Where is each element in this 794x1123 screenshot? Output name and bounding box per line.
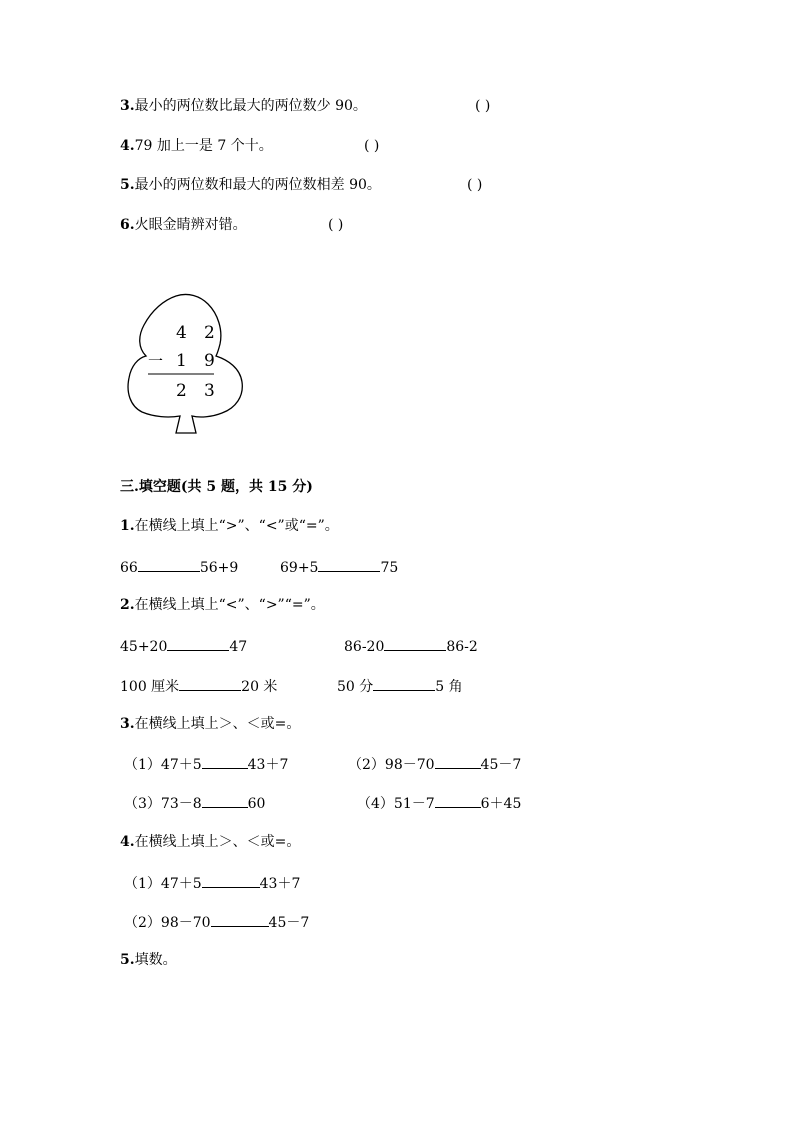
question-number: 5. [120,952,135,968]
expr-left: （2）98－70 [124,915,211,931]
question-text: 79 加上一是 7 个十。 [134,138,273,154]
answer-blank[interactable] [435,754,481,769]
difference-ones: 3 [204,381,215,401]
expr-right: 86-2 [446,639,478,655]
fill-q4-a [124,873,300,893]
expr-right: 47 [229,639,248,655]
fill-q3-c [124,793,265,813]
expr-right: 5 角 [435,679,463,695]
answer-blank[interactable] [179,676,241,691]
question-number: 5. [120,177,135,193]
section-title: 三.填空题(共 5 题，共 15 分) [120,479,313,495]
question-number: 4. [120,138,135,154]
tree-subtraction-figure [124,292,248,437]
answer-parentheses: ( ) [364,138,380,154]
question-number: 6. [120,217,135,233]
question-text: 在横线上填上“>”、“<”或“=”。 [134,518,339,534]
judge-q6 [120,216,247,234]
expr-left: 100 厘米 [120,679,180,695]
expr-left: （4）51－7 [357,796,435,812]
expr-right: 75 [380,560,399,576]
judge-q5 [120,176,381,194]
question-number: 4. [120,834,135,850]
minus-sign: 一 [148,352,164,370]
expr-right: 6＋45 [480,796,522,812]
fill-q3-b [348,754,521,774]
subtrahend-tens: 1 [176,351,187,371]
expr-left: 86-20 [344,639,385,655]
expr-right: 43＋7 [247,757,289,773]
fill-q3-d [357,793,521,813]
fill-q4 [120,833,300,851]
judge-q4 [120,137,273,155]
fill-q2-c [120,676,277,696]
expr-left: 45+20 [120,639,168,655]
expr-left: （2）98－70 [348,757,435,773]
fill-q1-a [120,557,238,577]
answer-blank[interactable] [202,873,260,888]
answer-blank[interactable] [138,557,200,572]
expr-left: 66 [120,560,138,576]
answer-blank[interactable] [211,912,269,927]
answer-parentheses: ( ) [328,217,344,233]
question-text: 在横线上填上“<”、“>”“=”。 [134,597,325,613]
fill-q1 [120,517,339,535]
expr-left: 69+5 [280,560,319,576]
question-text: 在横线上填上＞、＜或=。 [134,716,301,732]
question-text: 最小的两位数比最大的两位数少 90。 [134,98,367,114]
question-number: 3. [120,98,135,114]
expr-left: （1）47＋5 [124,757,202,773]
fill-q1-b [280,557,398,577]
minuend-ones: 2 [204,323,215,343]
question-number: 1. [120,518,135,534]
answer-blank[interactable] [373,676,435,691]
fill-q3-a [124,754,288,774]
expr-right: 20 米 [241,679,278,695]
answer-parentheses: ( ) [467,177,483,193]
answer-blank[interactable] [384,636,446,651]
fill-q2 [120,596,325,614]
fill-q2-d [337,676,463,696]
expr-right: 60 [247,796,266,812]
judge-q3 [120,97,367,115]
fill-q5 [120,951,177,969]
minuend-tens: 4 [176,323,187,343]
question-number: 2. [120,597,135,613]
answer-blank[interactable] [167,636,229,651]
answer-blank[interactable] [202,754,248,769]
expr-right: 56+9 [199,560,239,576]
answer-parentheses: ( ) [475,98,491,114]
expr-left: （3）73－8 [124,796,202,812]
expr-left: 50 分 [337,679,374,695]
question-text: 在横线上填上＞、＜或=。 [134,834,301,850]
fill-q3 [120,715,300,733]
expr-right: 45－7 [268,915,310,931]
question-number: 3. [120,716,135,732]
question-text: 填数。 [134,952,177,968]
question-text: 最小的两位数和最大的两位数相差 90。 [134,177,381,193]
fill-q2-b [344,636,478,656]
answer-blank[interactable] [202,793,248,808]
expr-right: 45－7 [480,757,522,773]
expr-right: 43＋7 [259,876,301,892]
subtrahend-ones: 9 [204,351,215,371]
question-text: 火眼金睛辨对错。 [134,217,247,233]
answer-blank[interactable] [318,557,380,572]
answer-blank[interactable] [435,793,481,808]
fill-q2-a [120,636,247,656]
expr-left: （1）47＋5 [124,876,202,892]
difference-tens: 2 [176,381,187,401]
fill-q4-b [124,912,309,932]
